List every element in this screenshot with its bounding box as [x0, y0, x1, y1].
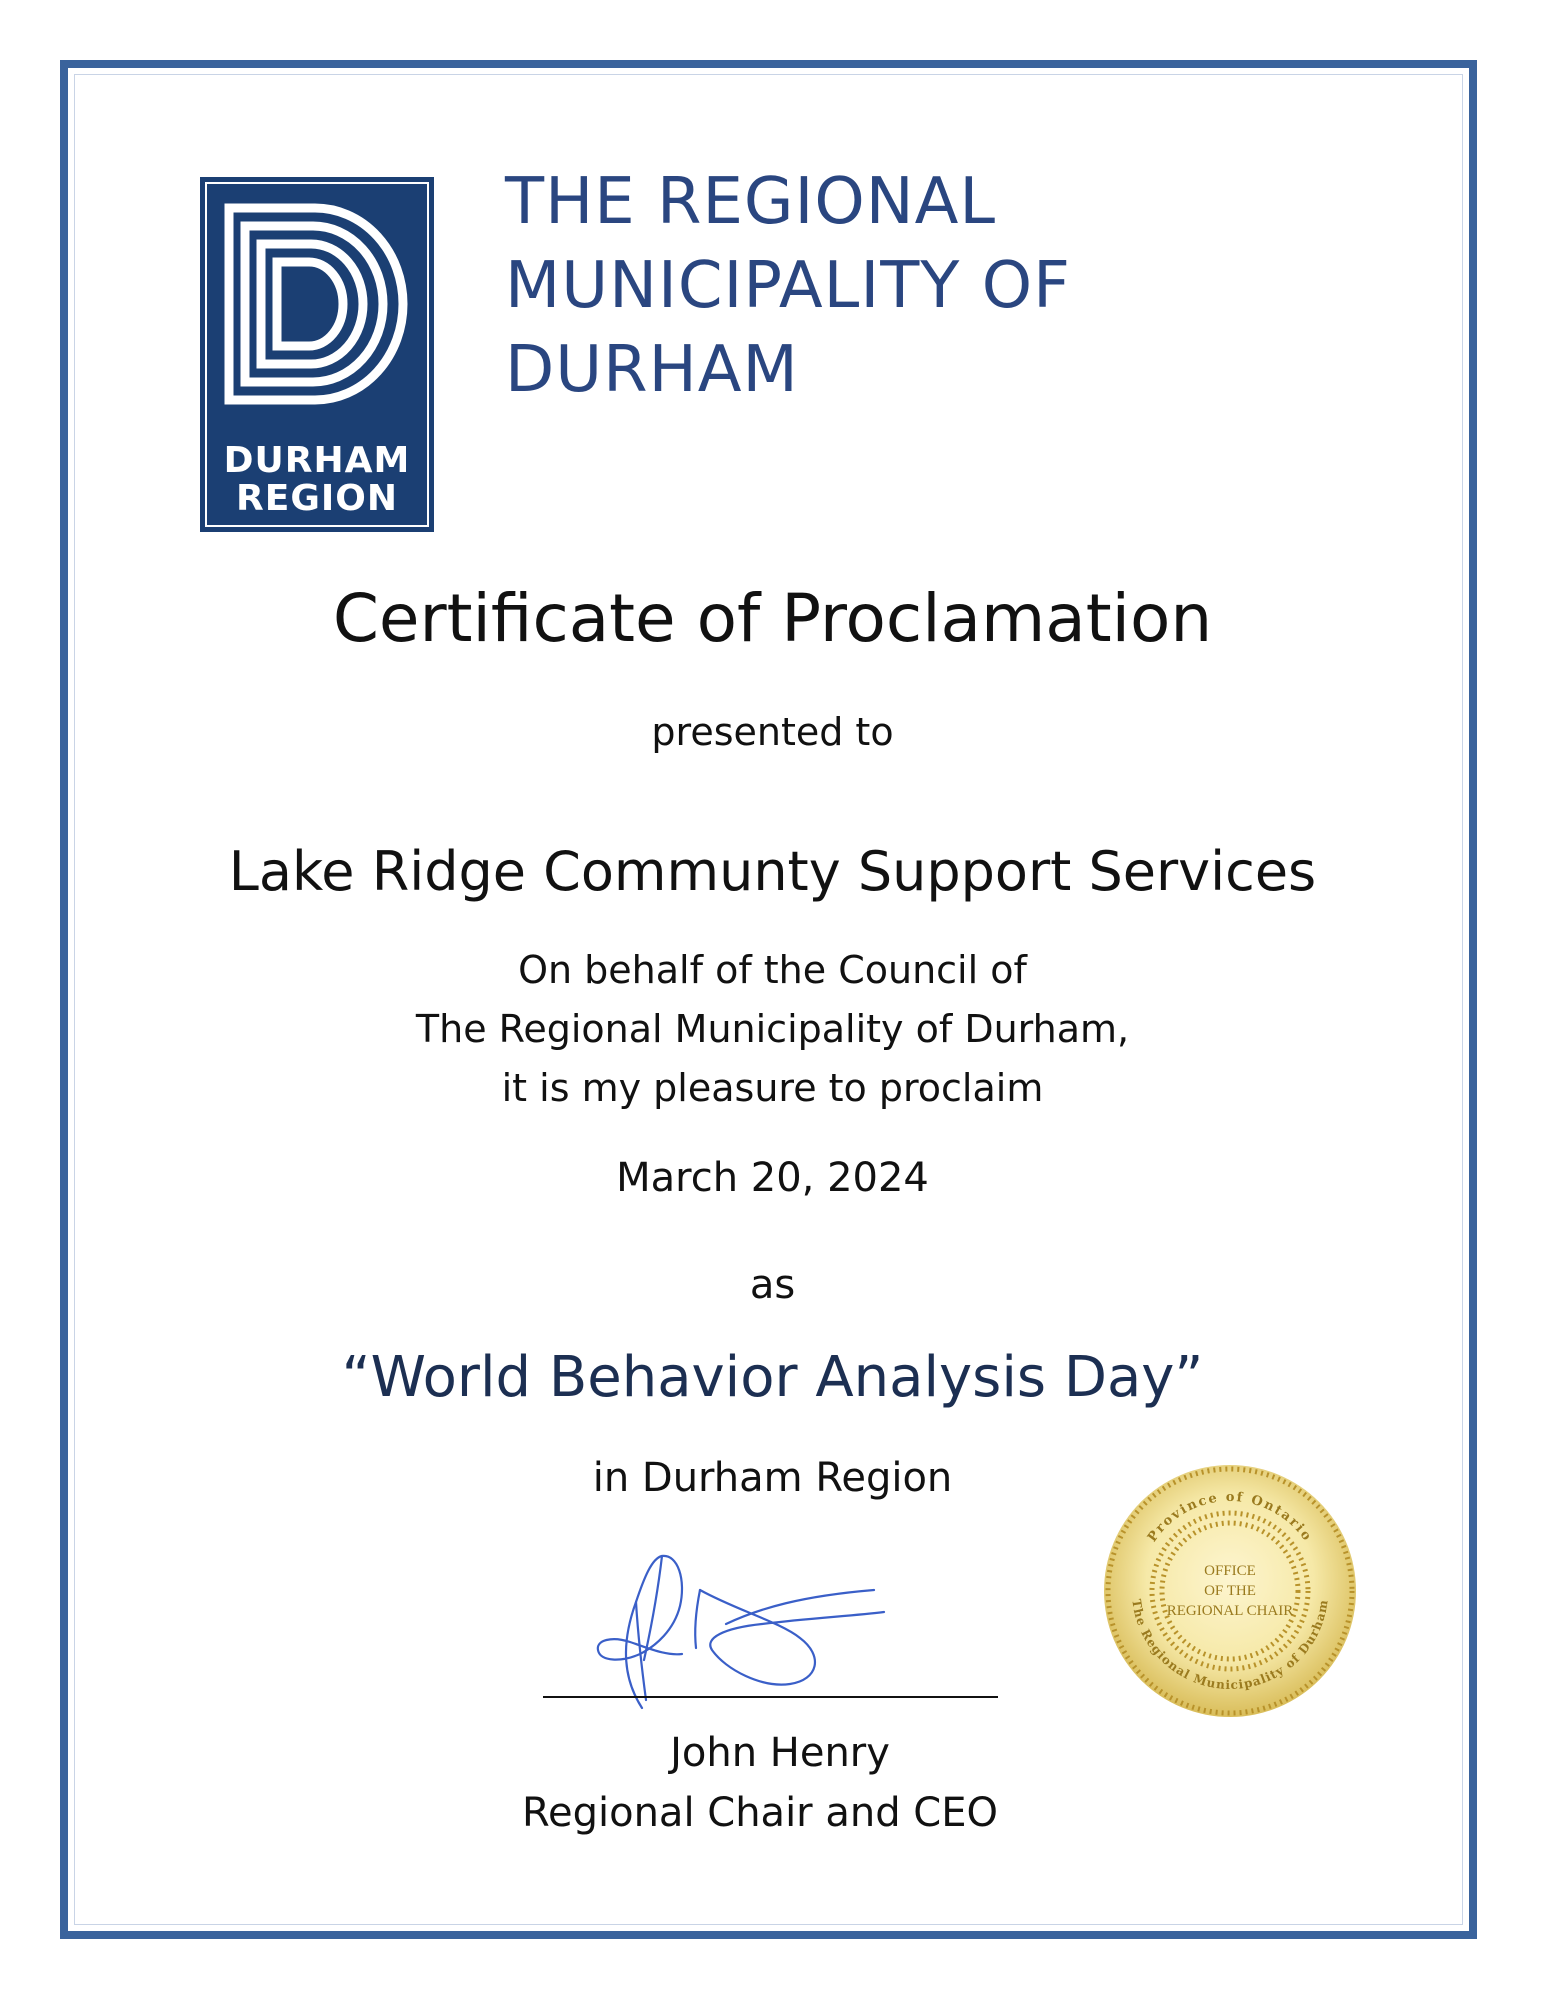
organization-name-line2: MUNICIPALITY OF — [505, 249, 1071, 323]
handwritten-signature — [540, 1550, 1000, 1720]
logo-text-durham: DURHAM — [223, 440, 411, 481]
seal-top-text: Province of Ontario — [1145, 1489, 1316, 1545]
office-seal — [1100, 1461, 1360, 1721]
presented-to-label: presented to — [651, 710, 894, 754]
seal-center-line2: OF THE — [1204, 1583, 1256, 1599]
body-line-3: it is my pleasure to proclaim — [501, 1066, 1044, 1110]
body-line-2: The Regional Municipality of Durham, — [415, 1007, 1130, 1051]
body-line-1: On behalf of the Council of — [518, 948, 1027, 992]
certificate-title: Certificate of Proclamation — [332, 580, 1213, 657]
seal-center-line3: REGIONAL CHAIR — [1166, 1603, 1294, 1619]
organization-name-line3: DURHAM — [505, 333, 799, 407]
signatory-name: John Henry — [670, 1730, 890, 1776]
seal-center-line1: OFFICE — [1204, 1563, 1256, 1579]
signature-line — [543, 1696, 998, 1698]
seal-bottom-text: The Regional Municipality of Durham — [1129, 1598, 1331, 1693]
organization-name-line1: THE REGIONAL — [505, 165, 997, 239]
recipient-name: Lake Ridge Communty Support Services — [228, 840, 1317, 903]
organization-name — [505, 160, 1405, 412]
logo-text-region: REGION — [236, 478, 398, 519]
location-label: in Durham Region — [592, 1455, 953, 1501]
signatory-title: Regional Chair and CEO — [522, 1790, 998, 1836]
proclamation-date: March 20, 2024 — [616, 1155, 929, 1201]
as-label: as — [749, 1262, 796, 1308]
proclaimed-event: “World Behavior Analysis Day” — [341, 1345, 1204, 1410]
durham-region-logo — [200, 177, 434, 532]
